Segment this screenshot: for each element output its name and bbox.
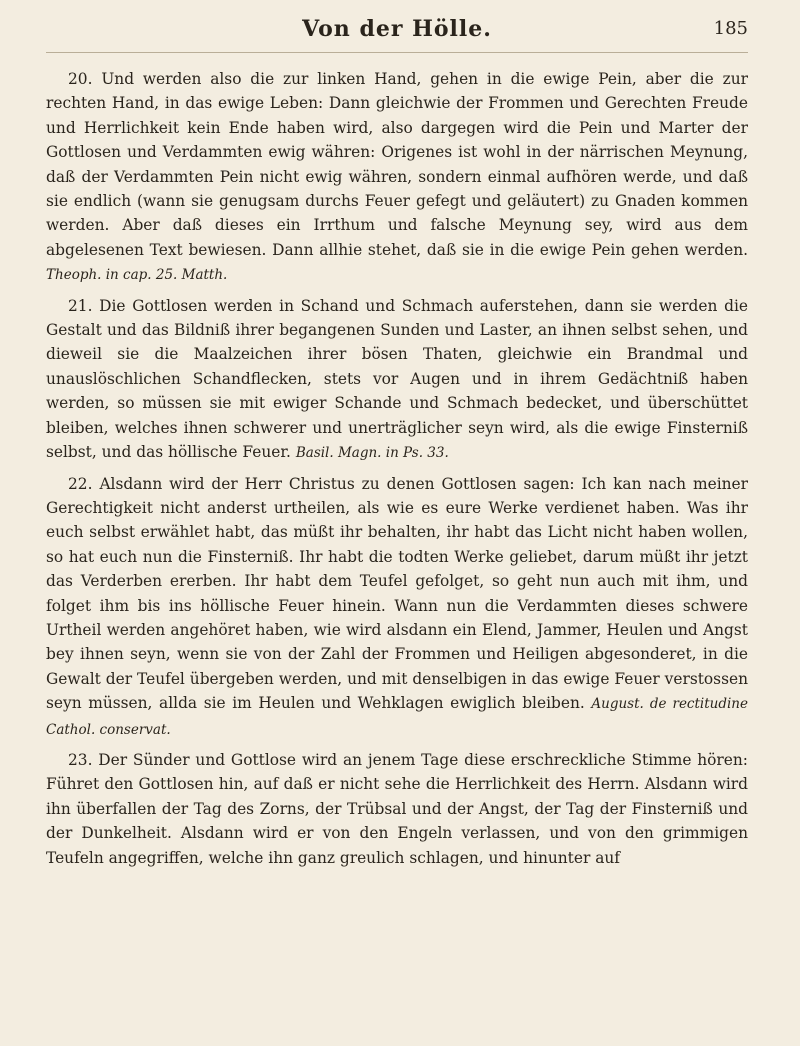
paragraph-text: Die Gottlosen werden in Schand und Schmach auferstehen, dann sie werden die Gestalt und das Bildniß ihrer begangenen Sunden und Laster, an ihnen selbst sehen, und dieweil sie die Maalzeichen ihrer bösen Thaten, gleichwie ein Brandmal und unauslöschlichen Schandflecken, stets vor Augen und in ihrem Gedächtniß haben werden, so müssen sie mit ewiger Schande und Schmach bedecket, und überschüttet bleiben, welches ihnen schwerer und unerträglicher seyn wird, als die ewige Finsterniß selbst, und das höllische Feuer. <box>46 296 748 462</box>
paragraph-number: 20. <box>68 70 93 88</box>
paragraph-21 <box>46 294 748 466</box>
paragraph-text: Und werden also die zur linken Hand, gehen in die ewige Pein, aber die zur rechten Hand, in das ewige Leben: Dann gleichwie der Frommen und Gerechten Freude und Herrlichkeit kein Ende haben wird, also dargegen wird die Pein und Marter der Gottlosen und Verdammten ewig währen: Origenes ist wohl in der närrischen Meynung, daß der Verdammten Pein nicht ewig währen, sondern einmal aufhören werde, und daß sie endlich (wann sie genugsam durchs Feuer gefegt und geläutert) zu Gnaden kommen werden. Aber daß dieses ein Irrthum und falsche Meynung sey, wird aus dem abgelesenen Text bewiesen. Dann allhie stehet, daß sie in die ewige Pein gehen werden. <box>46 70 748 259</box>
paragraph-23 <box>46 748 748 870</box>
paragraph-number: 22. <box>68 474 93 493</box>
paragraph-text: Der Sünder und Gottlose wird an jenem Tage diese erschreckliche Stimme hören: Führet den Gottlosen hin, auf daß er nicht sehe die Herrlichkeit des Herrn. Alsdann wird ihn überfallen der Tag des Zorns, der Trübsal und der Angst, der Tag der Finsterniß und der Dunkelheit. Alsdann wird er von den Engeln verlassen, und von den grimmigen Teufeln angegriffen, welche ihn ganz greulich schlagen, und hinunter auf <box>46 750 748 867</box>
paragraph-22 <box>46 472 748 742</box>
source-citation: August. de rectitudine Cathol. conservat. <box>46 696 748 738</box>
paragraph-20 <box>46 67 748 288</box>
paragraph-number: 23. <box>68 750 93 769</box>
page-number: 185 <box>713 18 748 39</box>
source-citation: Theoph. in cap. 25. Matth. <box>46 267 228 284</box>
running-head: Von der Hölle. <box>302 16 492 42</box>
paragraph-number: 21. <box>68 296 93 315</box>
source-citation: Basil. Magn. in Ps. 33. <box>295 445 449 462</box>
paragraph-text: Alsdann wird der Herr Christus zu denen Gottlosen sagen: Ich kan nach meiner Gerechtigkeit nicht anderst urtheilen, als wie es eure Werke verdienet haben. Was ihr euch selbst erwählet habt, das müßt ihr behalten, ihr habt das Licht nicht haben wollen, so hat euch nun die Finsterniß. Ihr habt die todten Werke geliebet, darum müßt ihr jetzt das Verderben ererben. Ihr habt dem Teufel gefolget, so geht nun auch mit ihm, und folget ihm bis ins höllische Feuer hinein. Wann nun die Verdammten dieses schwere Urtheil werden angehöret haben, wie wird alsdann ein Elend, Jammer, Heulen und Angst bey ihnen seyn, wenn sie von der Zahl der Frommen und Heiligen abgesonderet, in die Gewalt der Teufel übergeben werden, und mit denselbigen in das ewige Feuer verstossen seyn müssen, allda sie im Heulen und Wehklagen ewiglich bleiben. <box>46 474 748 713</box>
page-header <box>46 14 748 53</box>
